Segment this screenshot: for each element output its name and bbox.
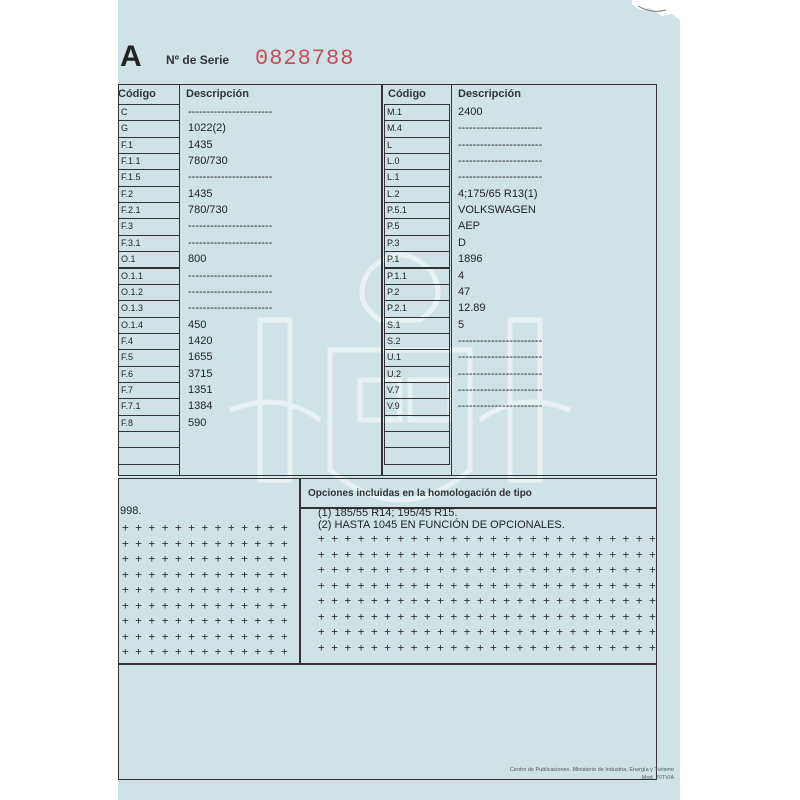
left-desc: ----------------------- [188,236,273,249]
right-desc: 12.89 [458,302,486,315]
left-code: F.1 [121,139,134,150]
left-desc: ----------------------- [188,171,273,184]
left-code-cell [118,447,180,464]
right-code: P.2 [387,286,400,297]
right-code: P.3 [387,237,400,248]
option-line-2: (2) HASTA 1045 EN FUNCIÓN DE OPCIONALES. [318,519,565,531]
right-desc: ----------------------- [458,122,543,135]
right-code: P.1.1 [387,270,407,281]
right-code-header: Código [388,88,426,100]
right-code: V.9 [387,401,400,412]
option-line-1: (1) 185/55 R14; 195/45 R15. [318,507,458,519]
right-code: P.5 [387,221,400,232]
left-desc: 780/730 [188,155,228,168]
left-desc: ----------------------- [188,269,273,282]
left-code: F.7 [121,384,134,395]
form-letter: A [120,40,142,73]
left-desc-header: Descripción [186,88,249,100]
right-desc: ----------------------- [458,171,543,184]
left-desc: ----------------------- [188,302,273,315]
options-left-fragment: 998. [120,505,142,517]
right-code: S.1 [387,319,401,330]
right-code: P.1 [387,254,400,265]
left-desc: 1435 [188,187,213,200]
bottom-box [118,664,657,780]
left-desc: 1022(2) [188,122,226,135]
left-code: O.1.3 [121,303,144,314]
right-desc: ----------------------- [458,334,543,347]
right-code: M.4 [387,123,403,134]
right-desc: ----------------------- [458,138,543,151]
right-code-cell [384,447,450,464]
right-desc: ----------------------- [458,383,543,396]
left-code: O.1.1 [121,270,144,281]
right-code: U.1 [387,352,402,363]
right-code: U.2 [387,368,402,379]
right-code-cell [384,415,450,432]
left-code: F.5 [121,352,134,363]
right-desc: 5 [458,318,465,331]
left-desc: 1435 [188,138,213,151]
right-code-cell [384,137,450,154]
right-code-cell [384,431,450,448]
right-desc: ----------------------- [458,155,543,168]
left-desc: 780/730 [188,204,228,217]
left-desc: ----------------------- [188,285,273,298]
cross-fill-left: + + + + + + + + + + + + + + + + + + + + + + + + + + + + + + + + + + + + + + + + + + + + + + + + + + + + + + + + + + + + + + + + + + + + + + + + + + + + + + + + + + + + + + + + + + + + + + + + + + + + + + + + + + + + + + + + + + + + + [122,521,288,658]
left-code: F.6 [121,368,134,379]
serie-label: Nº de Serie [166,53,230,67]
left-code: F.2.1 [121,205,141,216]
left-code: F.8 [121,417,134,428]
left-code: F.4 [121,335,134,346]
left-code: O.1.2 [121,286,144,297]
right-desc: VOLKSWAGEN [458,204,536,217]
left-code: F.1.5 [121,172,141,183]
left-desc: ----------------------- [188,106,273,118]
footer-line-1: Centro de Publicaciones. Ministerio de Industria, Energía y Turismo [509,767,674,773]
right-desc: ----------------------- [458,400,543,413]
left-desc: 450 [188,318,207,331]
left-code: F.3.1 [121,237,141,248]
left-desc: 3715 [188,367,213,380]
right-desc: 4 [458,269,465,282]
options-title: Opciones incluidas en la homologación de tipo [308,488,532,499]
left-desc: 1420 [188,334,213,347]
right-code: L.2 [387,188,400,199]
right-desc: 2400 [458,106,483,118]
left-code: G [121,123,129,134]
left-code: F.1.1 [121,156,141,167]
left-code-cell [118,431,180,448]
right-desc-header: Descripción [458,88,521,100]
right-code: L.0 [387,156,400,167]
right-desc: D [458,236,466,249]
left-code-header: Código [118,88,156,100]
left-desc: 1655 [188,351,213,364]
right-desc: 1896 [458,253,483,266]
left-desc: 590 [188,416,207,429]
left-code: O.1 [121,254,136,265]
left-code: C [121,107,128,117]
left-desc: ----------------------- [188,220,273,233]
right-code: M.1 [387,107,403,117]
right-desc: ----------------------- [458,367,543,380]
right-desc: 4;175/65 R13(1) [458,187,538,200]
right-code: L [387,139,393,150]
serie-number: 0828788 [255,46,355,71]
right-code: L.1 [387,172,400,183]
right-desc: 47 [458,285,471,298]
right-code: P.2.1 [387,303,407,314]
left-desc: 1351 [188,383,213,396]
left-code: F.7.1 [121,401,141,412]
cross-fill-right: + + + + + + + + + + + + + + + + + + + + + + + + + + + + + + + + + + + + + + + + + + + + + + + + + + + + + + + + + + + + + + + + + + + + + + + + + + + + + + + + + + + + + + + + + + + + + + + + + + + + + + + + + + + + + + + + + + + + + + + + + + + + + + + + + + + + + + + + + + + + + + + + + + + + + + + + + + + + + + + + + + + + + + + + + + + + + + + + + + + + + + + + + + + + + + + + + + + + + + + + + + + + + + + + [318,532,656,654]
footer-line-2: Mod. 7/ITV/A [641,775,674,781]
right-desc: AEP [458,220,481,233]
right-code: V.7 [387,384,400,395]
left-desc: 800 [188,253,207,266]
torn-corner [632,0,680,20]
right-desc: ----------------------- [458,351,543,364]
right-code: P.5.1 [387,205,407,216]
left-desc: 1384 [188,400,213,413]
left-code: O.1.4 [121,319,144,330]
left-code: F.3 [121,221,134,232]
right-code: S.2 [387,335,401,346]
left-code: F.2 [121,188,134,199]
